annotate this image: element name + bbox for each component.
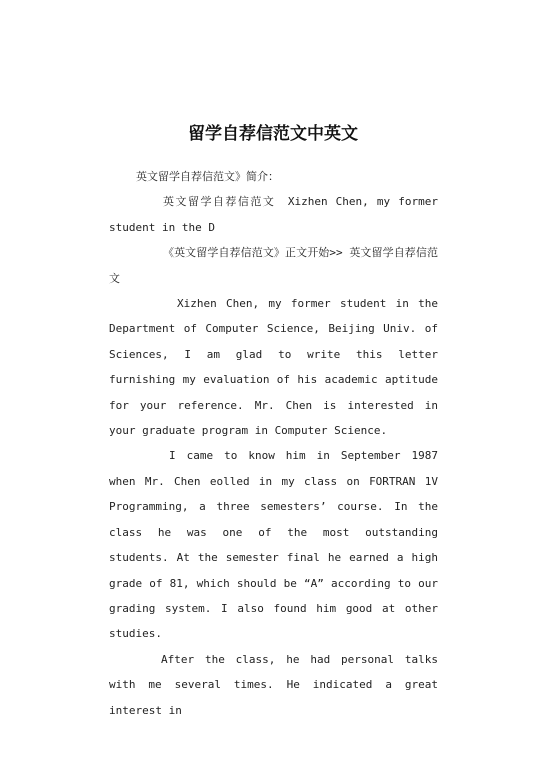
letter-paragraph-1: Xizhen Chen, my former student in the Department of Computer Science, Beijing Univ. of Sciences, I am glad to write this letter furnishing my evaluation of his academic aptitude for your reference. Mr. Chen is interested in your graduate program in Computer Science. [109,297,438,438]
letter-paragraph-2: I came to know him in September 1987 when Mr. Chen eolled in my class on FORTRAN 1V Programming, a three semesters’ course. In the class he was one of the most outstanding students. At the semester final he earned a high grade of 81, which should be “A” according to our grading system. I also found him good at other studies. [109,449,438,641]
intro-summary: 英文留学自荐信范文 Xizhen Chen, my former student in the D [109,195,438,234]
document-body [109,164,438,723]
intro-heading: 英文留学自荐信范文》简介： [136,170,279,183]
main-text-start: 《英文留学自荐信范文》正文开始>> 英文留学自荐信范文 [109,246,438,285]
document-title: 留学自荐信范文中英文 [188,124,358,144]
letter-paragraph-3: After the class, he had personal talks with me several times. He indicated a great interest in [109,652,438,717]
